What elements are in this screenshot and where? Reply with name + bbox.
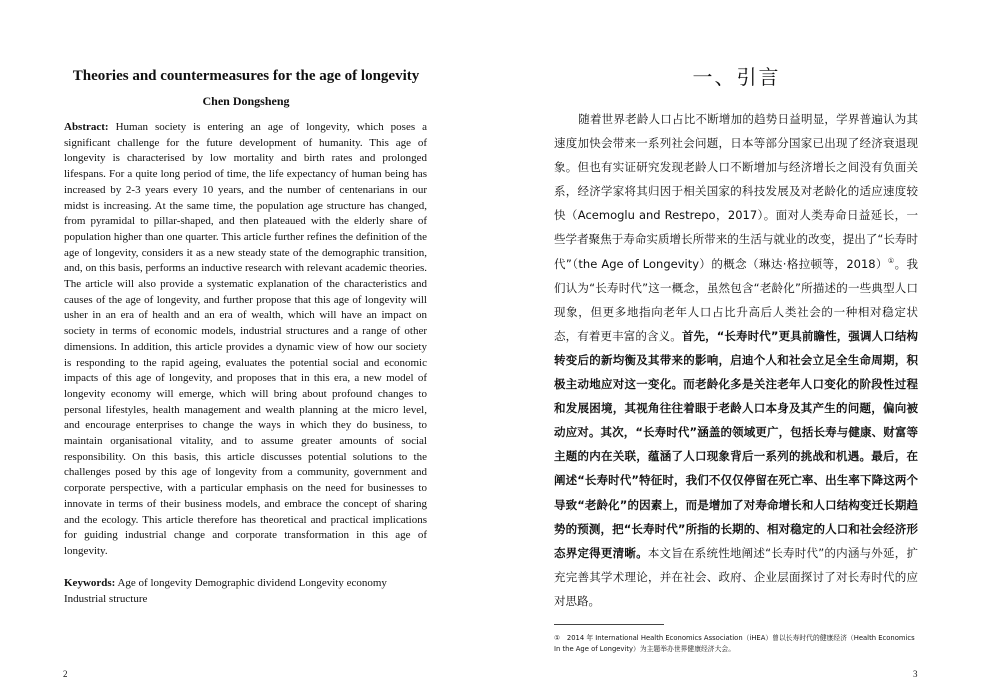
author-name: Chen Dongsheng <box>202 94 290 108</box>
keywords-text: Age of longevity Demographic dividend Longevity economy Industrial structure <box>64 577 387 605</box>
keywords-label: Keywords: <box>64 577 116 589</box>
paragraph-text-c: 本文旨在系统性地阐述“长寿时代”的内涵与外延，扩充完善其学术理论，并在社会、政府、企业层面探讨了对长寿时代的应对思路。 <box>554 545 918 608</box>
right-page <box>491 0 982 699</box>
abstract-label: Abstract: <box>64 121 109 133</box>
paragraph-text-b: 。我们认为“长寿时代”这一概念，虽然包含“老龄化”所描述的一些典型人口现象，但更多地指向老年人口占比升高后人类社会的一种相对稳定状态，有着更丰富的含义。 <box>554 256 919 343</box>
paragraph-bold-text: 首先，“长寿时代”更具前瞻性，强调人口结构转变后的新均衡及其带来的影响，启迪个人和社会立足全生命周期，积极主动地应对这一变化。而老龄化多是关注老年人口变化的阶段性过程和发展困境，其视角往往着眼于老龄人口本身及其产生的问题，偏向被动应对。其次，“长寿时代”涵盖的领域更广，包括长寿与健康、财富等主题的内在关联，蕴涵了人口现象背后一系列的挑战和机遇。最后，在阐述“长寿时代”特征时，我们不仅仅停留在死亡率、出生率下降这两个导致“老龄化”的因素上，而是增加了对寿命增长和人口结构变迁长期趋势的预测，把“长寿时代”所指的长期的、相对稳定的人口和社会经济形态界定得更清晰。 <box>554 328 918 560</box>
footnote: ① 2014 年 International Health Economics Association（iHEA）曾以长寿时代的健康经济（Health Economics In the Age of Longevity）为主题举办世界健康经济大会。 <box>554 634 915 653</box>
paragraph-text-a: 随着世界老龄人口占比不断增加的趋势日益明显，学界普遍认为其速度加快会带来一系列社会问题，日本等部分国家已出现了经济衰退现象。但也有实证研究发现老龄人口不断增加与经济增长之间没有负面关系，经济学家将其归因于相关国家的科技发展及对老龄化的适应速度较快（Acemoglu and Restrepo，2017）。面对人类寿命日益延长，一些学者聚焦于寿命实质增长所带来的生活与就业的改变，提出了“长寿时代”（the Age of Longevity）的概念（琳达·格拉顿等，2018） <box>554 112 918 271</box>
section-heading: 一、引言 <box>692 65 781 89</box>
keywords <box>64 575 427 607</box>
abstract-text: Human society is entering an age of longevity, which poses a significant challenge for the future development of humanity. This age of longevity is characterised by low mortality and birth rates and prolonged lifespans. For a quite long period of time, the life expectancy of human being has increased by 2-3 years every 10 years, and the number of centenarians in our midst is increasing. At the same time, the population age structure has changed, from pyramidal to pillar-shaped, and then plateaued with the elderly share of population higher than one quarter. This article further refines the definition of the age of longevity, considers it as a new steady state of the demographic transition, and, on this basis, performs an inductive research with relevant academic theories. The article will also provide a systematic explanation of the characteristics and causes of the age of longevity, and further propose that this age of longevity will usher in an era of health and an era of wealth, which will have an impact on society in terms of economic models, industrial structures and a range of other dimensions. In addition, this article provides a dynamic view of how our society is responding to the rapid ageing, evaluates the potential social and economic impacts of this age of longevity, and proposes that in this era, a new model of longevity economy will emerge, which will bring about profound changes to personal lifestyles, health management and wealth planning at the micro level, and encourage enterprises to change the ways in which they do business, to maintain organisational vitality, and to assume greater amounts of social responsibility. On this basis, this article discusses potential solutions to the challenges posed by this age of longevity from a community, government and corporate perspective, with a particular emphasis on the need for businesses to innovate in terms of their business models, and embrace the concept of sharing and the ecology. This article therefore has theoretical and practical implications for guiding industrial change and corporate transformation in this age of longevity. <box>64 121 427 557</box>
page-number-left: 2 <box>63 669 68 679</box>
introduction-paragraph <box>554 107 918 613</box>
page-number-right: 3 <box>913 669 918 679</box>
paper-title: Theories and countermeasures for the age of longevity <box>72 68 420 84</box>
footnote-reference[interactable]: ① <box>887 256 895 265</box>
abstract <box>64 120 427 560</box>
footnote-divider <box>554 624 664 625</box>
